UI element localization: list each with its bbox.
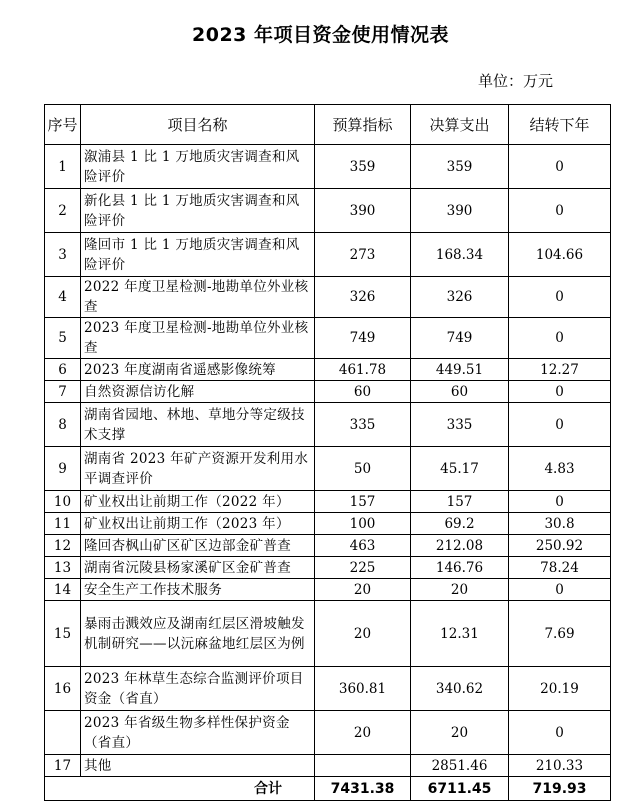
row-project-name: 2023 年度卫星检测-地勘单位外业核查 — [81, 318, 315, 359]
row-spent: 20 — [411, 579, 509, 601]
row-number: 15 — [45, 601, 81, 667]
row-budget: 20 — [315, 711, 411, 755]
row-budget: 749 — [315, 318, 411, 359]
table-row — [45, 145, 611, 189]
row-carry: 4.83 — [509, 447, 611, 491]
row-spent: 335 — [411, 403, 509, 447]
row-budget: 463 — [315, 535, 411, 557]
row-carry: 12.27 — [509, 359, 611, 381]
row-number: 12 — [45, 535, 81, 557]
row-carry: 0 — [509, 189, 611, 233]
row-spent: 69.2 — [411, 513, 509, 535]
row-project-name: 2023 年林草生态综合监测评价项目资金（省直） — [81, 667, 315, 711]
table-row — [45, 711, 611, 755]
row-project-name: 2023 年省级生物多样性保护资金（省直） — [81, 711, 315, 755]
row-number: 7 — [45, 381, 81, 403]
funds-table — [44, 104, 611, 801]
total-spent: 6711.45 — [411, 777, 509, 801]
row-carry: 0 — [509, 318, 611, 359]
total-label: 合计 — [45, 777, 315, 801]
table-row — [45, 535, 611, 557]
row-carry: 20.19 — [509, 667, 611, 711]
row-spent: 449.51 — [411, 359, 509, 381]
row-spent: 168.34 — [411, 233, 509, 277]
row-project-name: 矿业权出让前期工作（2023 年） — [81, 513, 315, 535]
row-number: 3 — [45, 233, 81, 277]
row-budget: 360.81 — [315, 667, 411, 711]
row-number: 8 — [45, 403, 81, 447]
row-carry: 0 — [509, 403, 611, 447]
header-no: 序号 — [45, 105, 81, 145]
row-spent: 20 — [411, 711, 509, 755]
row-budget: 335 — [315, 403, 411, 447]
table-row — [45, 557, 611, 579]
row-carry: 0 — [509, 711, 611, 755]
row-spent: 2851.46 — [411, 755, 509, 777]
row-budget: 359 — [315, 145, 411, 189]
row-spent: 60 — [411, 381, 509, 403]
table-row — [45, 277, 611, 318]
header-carry: 结转下年 — [509, 105, 611, 145]
row-budget: 100 — [315, 513, 411, 535]
row-project-name: 安全生产工作技术服务 — [81, 579, 315, 601]
table-row — [45, 513, 611, 535]
table-row — [45, 447, 611, 491]
row-spent: 45.17 — [411, 447, 509, 491]
row-project-name: 湖南省 2023 年矿产资源开发利用水平调查评价 — [81, 447, 315, 491]
row-number: 9 — [45, 447, 81, 491]
row-budget: 273 — [315, 233, 411, 277]
row-number: 10 — [45, 491, 81, 513]
total-budget: 7431.38 — [315, 777, 411, 801]
row-number: 5 — [45, 318, 81, 359]
table-row — [45, 579, 611, 601]
row-project-name: 其他 — [81, 755, 315, 777]
row-spent: 212.08 — [411, 535, 509, 557]
row-budget: 225 — [315, 557, 411, 579]
row-carry: 78.24 — [509, 557, 611, 579]
header-name: 项目名称 — [81, 105, 315, 145]
row-project-name: 2023 年度湖南省遥感影像统筹 — [81, 359, 315, 381]
table-row — [45, 491, 611, 513]
row-project-name: 溆浦县 1 比 1 万地质灾害调查和风险评价 — [81, 145, 315, 189]
table-row — [45, 381, 611, 403]
row-budget: 157 — [315, 491, 411, 513]
total-row — [45, 777, 611, 801]
page-title: 2023 年项目资金使用情况表 — [192, 24, 449, 46]
row-carry: 104.66 — [509, 233, 611, 277]
row-carry: 0 — [509, 277, 611, 318]
row-spent: 157 — [411, 491, 509, 513]
row-budget: 20 — [315, 601, 411, 667]
row-number: 4 — [45, 277, 81, 318]
row-number — [45, 711, 81, 755]
row-project-name: 自然资源信访化解 — [81, 381, 315, 403]
table-row — [45, 359, 611, 381]
row-number: 17 — [45, 755, 81, 777]
row-spent: 146.76 — [411, 557, 509, 579]
header-spent: 决算支出 — [411, 105, 509, 145]
row-number: 16 — [45, 667, 81, 711]
table-row — [45, 667, 611, 711]
table-row — [45, 318, 611, 359]
row-number: 6 — [45, 359, 81, 381]
row-carry: 7.69 — [509, 601, 611, 667]
row-budget: 326 — [315, 277, 411, 318]
row-carry: 0 — [509, 579, 611, 601]
table-row — [45, 601, 611, 667]
row-project-name: 湖南省园地、林地、草地分等定级技术支撑 — [81, 403, 315, 447]
header-budget: 预算指标 — [315, 105, 411, 145]
total-carry: 719.93 — [509, 777, 611, 801]
table-row — [45, 233, 611, 277]
table-header-row — [45, 105, 611, 145]
row-number: 1 — [45, 145, 81, 189]
row-project-name: 暴雨击溅效应及湖南红层区滑坡触发机制研究——以沅麻盆地红层区为例 — [81, 601, 315, 667]
row-budget: 50 — [315, 447, 411, 491]
row-carry: 0 — [509, 381, 611, 403]
row-budget: 60 — [315, 381, 411, 403]
row-project-name: 新化县 1 比 1 万地质灾害调查和风险评价 — [81, 189, 315, 233]
row-spent: 359 — [411, 145, 509, 189]
row-spent: 390 — [411, 189, 509, 233]
row-number: 2 — [45, 189, 81, 233]
row-number: 13 — [45, 557, 81, 579]
row-project-name: 2022 年度卫星检测-地勘单位外业核查 — [81, 277, 315, 318]
row-carry: 0 — [509, 145, 611, 189]
row-spent: 340.62 — [411, 667, 509, 711]
row-budget — [315, 755, 411, 777]
row-project-name: 隆回杏枫山矿区矿区边部金矿普查 — [81, 535, 315, 557]
row-carry: 30.8 — [509, 513, 611, 535]
unit-label: 单位：万元 — [477, 72, 553, 90]
row-number: 14 — [45, 579, 81, 601]
row-project-name: 矿业权出让前期工作（2022 年） — [81, 491, 315, 513]
row-budget: 20 — [315, 579, 411, 601]
row-carry: 250.92 — [509, 535, 611, 557]
row-spent: 749 — [411, 318, 509, 359]
row-budget: 461.78 — [315, 359, 411, 381]
row-carry: 210.33 — [509, 755, 611, 777]
row-carry: 0 — [509, 491, 611, 513]
row-budget: 390 — [315, 189, 411, 233]
row-project-name: 湖南省沅陵县杨家溪矿区金矿普查 — [81, 557, 315, 579]
table-row — [45, 189, 611, 233]
row-number: 11 — [45, 513, 81, 535]
table-row — [45, 403, 611, 447]
row-spent: 12.31 — [411, 601, 509, 667]
row-spent: 326 — [411, 277, 509, 318]
table-row — [45, 755, 611, 777]
row-project-name: 隆回市 1 比 1 万地质灾害调查和风险评价 — [81, 233, 315, 277]
